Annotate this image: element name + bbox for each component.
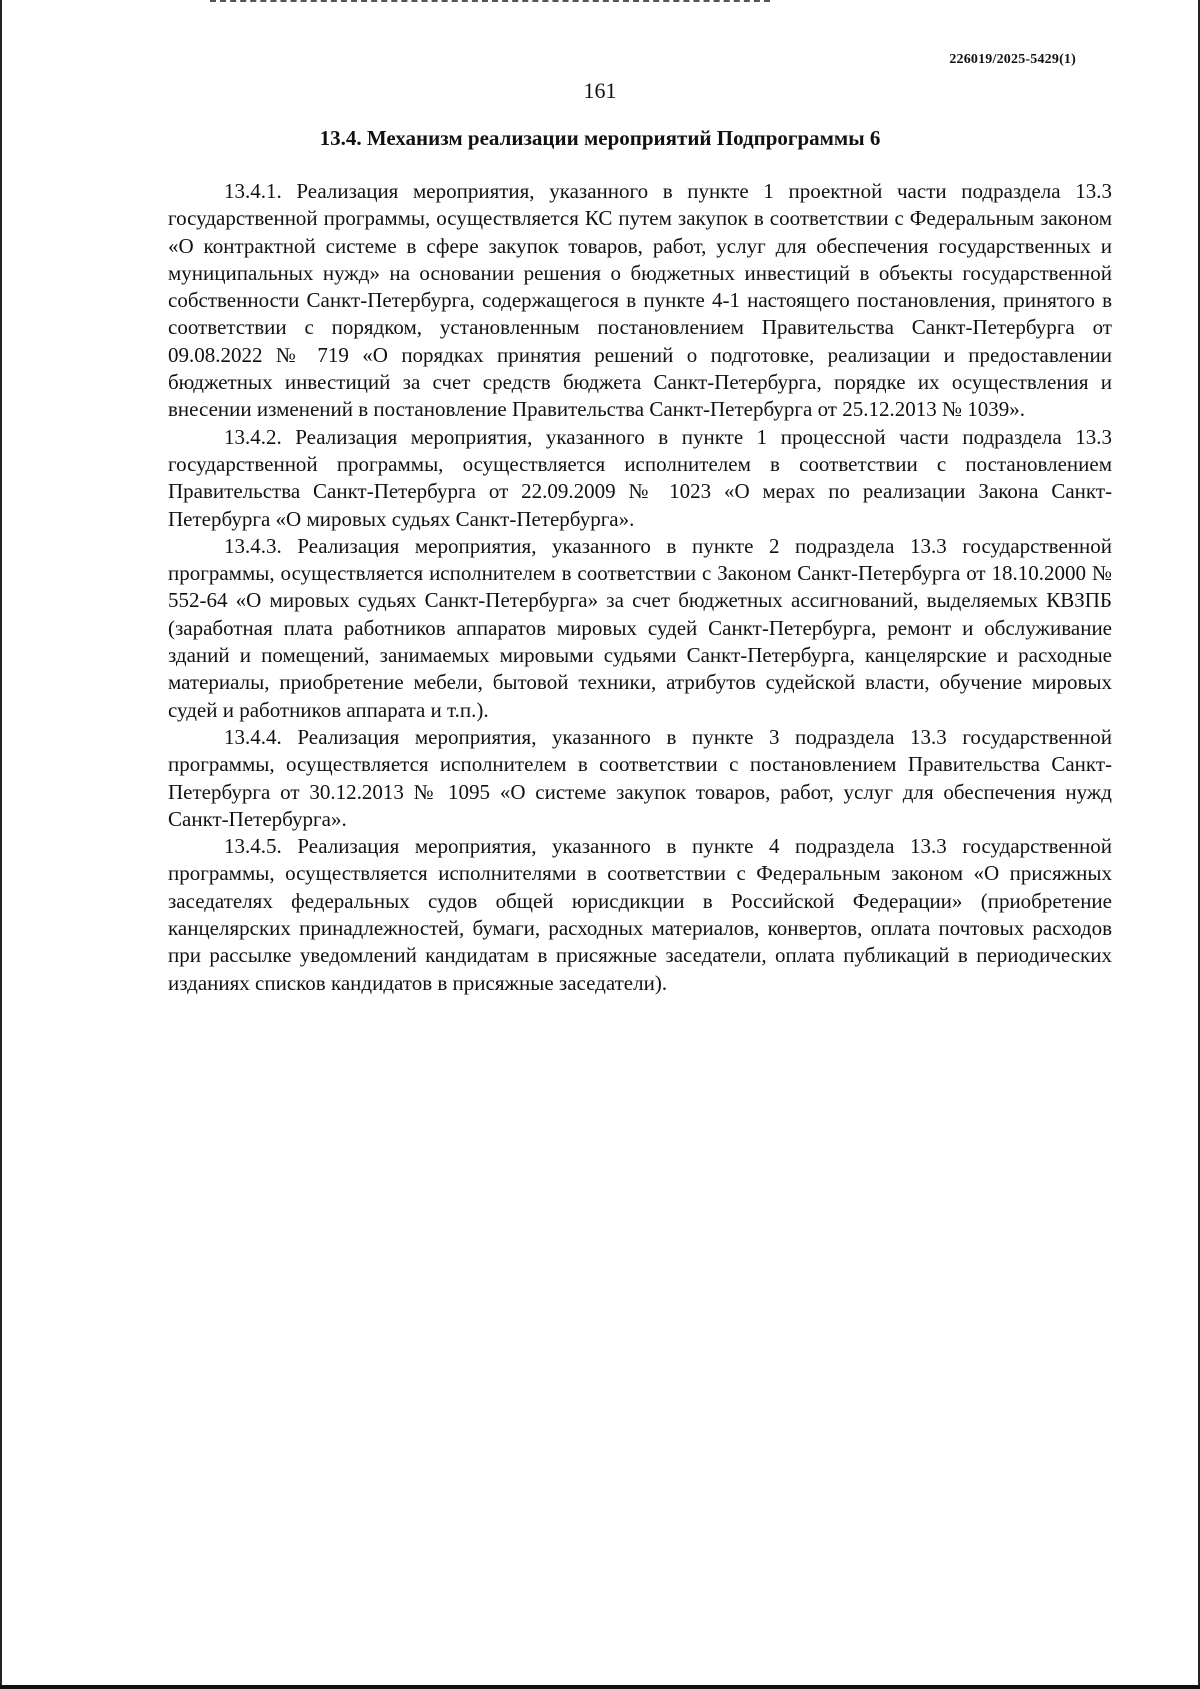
paragraph-13-4-1: 13.4.1. Реализация мероприятия, указанного в пункте 1 проектной части подраздела 13.3 государственной программы, осуществляется КС путем закупок в соответствии с Федеральным законом «О контрактной системе в сфере закупок товаров, работ, услуг для обеспечения государственных и муниципальных нужд» на основании решения о бюджетных инвестиций в объекты государственной собственности Санкт-Петербурга, содержащегося в пункте 4-1 настоящего постановления, принятого в соответствии с порядком, установленным постановлением Правительства Санкт-Петербурга от 09.08.2022 № 719 «О порядках принятия решений о подготовке, реализации и предоставлении бюджетных инвестиций за счет средств бюджета Санкт-Петербурга, порядке их осуществления и внесении изменений в постановление Правительства Санкт-Петербурга от 25.12.2013 № 1039». <box>168 179 1112 422</box>
scan-edge-bottom <box>0 1685 1200 1689</box>
scan-edge-left <box>0 0 2 1689</box>
paragraph-13-4-5: 13.4.5. Реализация мероприятия, указанного в пункте 4 подраздела 13.3 государственной программы, осуществляется исполнителями в соответствии с Федеральным законом «О присяжных заседателях федеральных судов общей юрисдикции в Российской Федерации» (приобретение канцелярских принадлежностей, бумаги, расходных материалов, конвертов, оплата почтовых расходов при рассылке уведомлений кандидатам в присяжные заседатели, оплата публикаций в периодических изданиях списков кандидатов в присяжные заседатели). <box>168 834 1112 995</box>
paragraph-13-4-2: 13.4.2. Реализация мероприятия, указанного в пункте 1 процессной части подраздела 13.3 государственной программы, осуществляется исполнителем в соответствии с постановлением Правительства Санкт-Петербурга от 22.09.2009 № 1023 «О мерах по реализации Закона Санкт-Петербурга «О мировых судьях Санкт-Петербурга». <box>168 424 1112 531</box>
registration-number: 226019/2025-5429(1) <box>949 52 1076 67</box>
paragraph-13-4-3: 13.4.3. Реализация мероприятия, указанного в пункте 2 подраздела 13.3 государственной программы, осуществляется исполнителем в соответствии с Законом Санкт-Петербурга от 18.10.2000 № 552-64 «О мировых судьях Санкт-Петербурга» за счет бюджетных ассигнований, выделяемых КВЗПБ (заработная плата работников аппаратов мировых судей Санкт-Петербурга, ремонт и обслуживание зданий и помещений, занимаемых мировыми судьями Санкт-Петербурга, канцелярские и расходные материалы, приобретение мебели, бытовой техники, атрибутов судейской власти, обучение мировых судей и работников аппарата и т.п.). <box>168 533 1112 722</box>
scan-edge-top <box>210 0 770 4</box>
paragraph-13-4-4: 13.4.4. Реализация мероприятия, указанного в пункте 3 подраздела 13.3 государственной программы, осуществляется исполнителем в соответствии с постановлением Правительства Санкт-Петербурга от 30.12.2013 № 1095 «О системе закупок товаров, работ, услуг для обеспечения нужд Санкт-Петербурга». <box>168 724 1112 831</box>
section-heading: 13.4. Механизм реализации мероприятий Подпрограммы 6 <box>319 126 881 150</box>
page-number: 161 <box>583 78 617 103</box>
body-text <box>168 178 1112 997</box>
